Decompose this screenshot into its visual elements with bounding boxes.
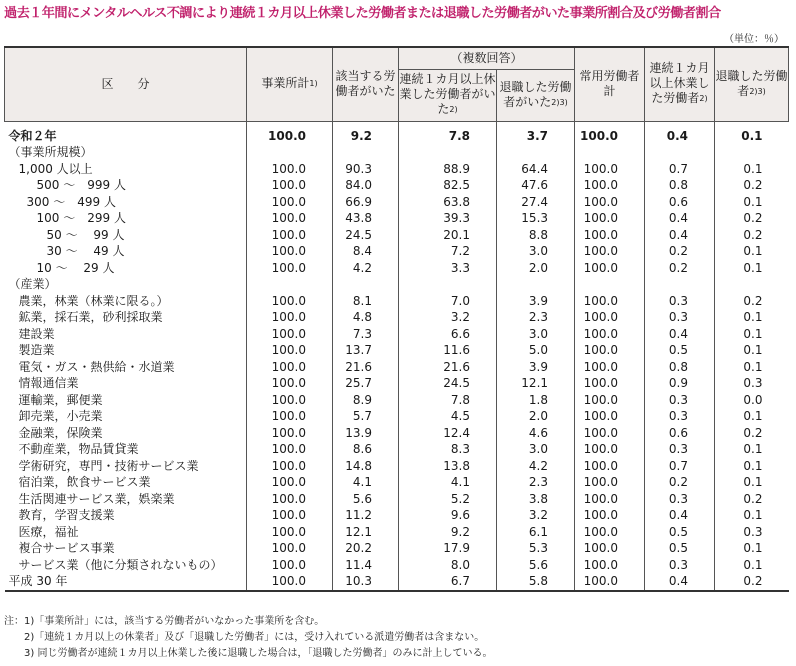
cell-value: 0.5 (645, 524, 715, 541)
cell-value: 5.6 (497, 557, 575, 574)
table-row (5, 507, 789, 524)
cell-value: 2.3 (497, 474, 575, 491)
row-label: 情報通信業 (18, 376, 79, 390)
cell-value: 84.0 (333, 177, 399, 194)
cell-value: 14.8 (333, 458, 399, 475)
cell-value: 0.4 (645, 573, 715, 591)
row-label: 建設業 (18, 326, 55, 341)
cell-value: 3.3 (399, 260, 497, 277)
cell-value: 100.0 (575, 210, 645, 227)
cell-value: 100.0 (575, 573, 645, 591)
cell-value: 0.5 (645, 342, 715, 359)
cell-value: 24.5 (333, 227, 399, 244)
cell-value: 3.2 (399, 309, 497, 326)
table-row (5, 161, 789, 178)
cell-value: 100.0 (247, 524, 333, 541)
cell-value: 8.3 (399, 441, 497, 458)
row-label: 100 ～ 299 人 (36, 211, 126, 225)
cell-value: 0.6 (645, 425, 715, 442)
row-label: 30 ～ 49 人 (46, 244, 125, 258)
row-label: 教育，学習支援業 (18, 508, 115, 522)
table-row (5, 177, 789, 194)
cell-value: 12.4 (399, 425, 497, 442)
cell-value: 0.2 (645, 260, 715, 277)
cell-value: 100.0 (575, 260, 645, 277)
cell-value (715, 276, 789, 293)
cell-value: 0.9 (645, 375, 715, 392)
cell-value: 0.3 (645, 491, 715, 508)
cell-value: 15.3 (497, 210, 575, 227)
cell-value (575, 276, 645, 293)
cell-value: 4.5 (399, 408, 497, 425)
table-row (5, 293, 789, 310)
cell-value: 0.2 (715, 425, 789, 442)
cell-value: 4.6 (497, 425, 575, 442)
row-label: 鉱業，採石業，砂利採取業 (18, 310, 163, 324)
cell-value: 100.0 (247, 491, 333, 508)
cell-value: 43.8 (333, 210, 399, 227)
cell-value: 0.1 (715, 326, 789, 343)
page-title: 過去１年間にメンタルヘルス不調により連続１カ月以上休業した労働者または退職した労働者がいた事業所割合及び労働者割合 (4, 6, 721, 21)
header-had-resigned: 退職した労働者がいた$^{2)3)}$ (497, 69, 575, 121)
cell-value: 0.1 (715, 507, 789, 524)
cell-value: 8.0 (399, 557, 497, 574)
cell-value: 0.0 (715, 392, 789, 409)
cell-value: 100.0 (247, 260, 333, 277)
row-label: 平成 30 年 (5, 573, 247, 591)
row-label: 50 ～ 99 人 (46, 227, 125, 242)
cell-value: 100.0 (575, 375, 645, 392)
cell-value: 100.0 (247, 210, 333, 227)
cell-value: 0.1 (715, 243, 789, 260)
cell-value: 0.2 (715, 293, 789, 310)
row-label: 10 ～ 29 人 (36, 260, 115, 275)
cell-value: 100.0 (247, 194, 333, 211)
cell-value (247, 144, 333, 161)
row-label: 電気・ガス・熱供給・水道業 (18, 359, 175, 374)
header-offices-total: 事業所計$^{1)}$ (247, 47, 333, 121)
cell-value: 20.1 (399, 227, 497, 244)
footnote: 2)「連続１カ月以上の休業者」及び「退職した労働者」には，受け入れている派遣労働者は含まない。 (4, 632, 485, 643)
cell-value: 25.7 (333, 375, 399, 392)
cell-value: 3.9 (497, 293, 575, 310)
cell-value: 0.2 (715, 573, 789, 591)
cell-value: 100.0 (247, 227, 333, 244)
cell-value: 0.3 (645, 392, 715, 409)
cell-value: 100.0 (247, 243, 333, 260)
cell-value: 66.9 (333, 194, 399, 211)
cell-value: 100.0 (247, 573, 333, 591)
cell-value: 1.8 (497, 392, 575, 409)
table-row (5, 227, 789, 244)
cell-value: 100.0 (575, 161, 645, 178)
row-label: 令和２年 (8, 128, 57, 143)
cell-value: 63.8 (399, 194, 497, 211)
header-regular-workers-total: 常用労働者計 (575, 47, 645, 121)
cell-value: 0.2 (645, 243, 715, 260)
cell-value: 7.3 (333, 326, 399, 343)
cell-value: 3.0 (497, 441, 575, 458)
cell-value (645, 144, 715, 161)
cell-value: 90.3 (333, 161, 399, 178)
header-leave-workers: 連続１カ月以上休業した労働者$^{2)}$ (645, 47, 715, 121)
table-row (5, 121, 789, 144)
cell-value: 0.3 (715, 375, 789, 392)
cell-value: 100.0 (247, 507, 333, 524)
cell-value: 0.3 (715, 524, 789, 541)
cell-value: 0.1 (715, 557, 789, 574)
cell-value: 100.0 (247, 326, 333, 343)
cell-value: 100.0 (247, 342, 333, 359)
cell-value: 13.7 (333, 342, 399, 359)
cell-value: 12.1 (497, 375, 575, 392)
statistics-table (4, 46, 789, 592)
cell-value: 3.9 (497, 359, 575, 376)
cell-value: 0.3 (645, 293, 715, 310)
table-row (5, 491, 789, 508)
cell-value: 3.8 (497, 491, 575, 508)
cell-value: 3.2 (497, 507, 575, 524)
cell-value: 0.1 (715, 359, 789, 376)
cell-value: 0.4 (645, 121, 715, 144)
cell-value: 0.2 (715, 177, 789, 194)
cell-value (399, 276, 497, 293)
header-had-workers: 該当する労働者がいた (333, 47, 399, 121)
cell-value: 100.0 (575, 342, 645, 359)
cell-value: 0.1 (715, 458, 789, 475)
cell-value: 0.4 (645, 507, 715, 524)
header-category: 区 分 (5, 47, 247, 121)
cell-value (333, 276, 399, 293)
cell-value: 100.0 (575, 491, 645, 508)
cell-value: 5.3 (497, 540, 575, 557)
cell-value: 0.7 (645, 458, 715, 475)
cell-value: 8.6 (333, 441, 399, 458)
cell-value: 0.8 (645, 177, 715, 194)
footnotes (4, 614, 492, 662)
row-label: 農業，林業（林業に限る。） (18, 293, 169, 308)
cell-value: 100.0 (575, 540, 645, 557)
cell-value: 4.8 (333, 309, 399, 326)
cell-value: 100.0 (247, 425, 333, 442)
row-label: 不動産業，物品賃貸業 (18, 442, 139, 456)
table-row (5, 144, 789, 161)
cell-value: 0.3 (645, 309, 715, 326)
cell-value: 0.2 (715, 491, 789, 508)
cell-value: 4.1 (333, 474, 399, 491)
cell-value: 13.9 (333, 425, 399, 442)
cell-value: 0.1 (715, 309, 789, 326)
cell-value: 5.2 (399, 491, 497, 508)
cell-value (497, 276, 575, 293)
cell-value: 100.0 (575, 425, 645, 442)
cell-value: 13.8 (399, 458, 497, 475)
cell-value: 100.0 (247, 557, 333, 574)
row-label: 宿泊業，飲食サービス業 (18, 475, 151, 489)
footnote: 注：1)「事業所計」には，該当する労働者がいなかった事業所を含む。 (4, 616, 325, 627)
cell-value: 24.5 (399, 375, 497, 392)
table-row (5, 557, 789, 574)
table-row (5, 260, 789, 277)
cell-value: 3.7 (497, 121, 575, 144)
row-label: 製造業 (18, 343, 55, 357)
cell-value: 0.7 (645, 161, 715, 178)
cell-value: 100.0 (247, 458, 333, 475)
cell-value: 100.0 (575, 557, 645, 574)
cell-value: 9.2 (333, 121, 399, 144)
cell-value: 0.1 (715, 260, 789, 277)
cell-value: 39.3 (399, 210, 497, 227)
row-label: 生活関連サービス業，娯楽業 (18, 491, 175, 506)
cell-value: 100.0 (575, 121, 645, 144)
cell-value: 7.8 (399, 121, 497, 144)
cell-value: 100.0 (575, 243, 645, 260)
table-row (5, 326, 789, 343)
cell-value: 0.1 (715, 474, 789, 491)
cell-value: 6.7 (399, 573, 497, 591)
cell-value: 6.6 (399, 326, 497, 343)
row-label: 学術研究，専門・技術サービス業 (18, 458, 199, 473)
table-row (5, 210, 789, 227)
table-row (5, 392, 789, 409)
cell-value: 100.0 (575, 474, 645, 491)
cell-value: 7.8 (399, 392, 497, 409)
row-label: 医療，福祉 (18, 524, 79, 539)
cell-value: 3.0 (497, 243, 575, 260)
cell-value: 100.0 (575, 408, 645, 425)
cell-value: 100.0 (247, 161, 333, 178)
cell-value: 100.0 (247, 177, 333, 194)
cell-value: 4.2 (333, 260, 399, 277)
header-had-leave: 連続１カ月以上休業した労働者がいた$^{2)}$ (399, 69, 497, 121)
cell-value: 100.0 (575, 507, 645, 524)
row-label: 1,000 人以上 (18, 161, 93, 176)
cell-value: 3.0 (497, 326, 575, 343)
cell-value: 100.0 (247, 441, 333, 458)
table-row (5, 194, 789, 211)
cell-value: 2.3 (497, 309, 575, 326)
cell-value: 0.2 (645, 474, 715, 491)
cell-value: 100.0 (247, 309, 333, 326)
cell-value: 21.6 (399, 359, 497, 376)
cell-value (399, 144, 497, 161)
table-row (5, 441, 789, 458)
cell-value: 100.0 (575, 194, 645, 211)
cell-value: 47.6 (497, 177, 575, 194)
cell-value: 9.2 (399, 524, 497, 541)
cell-value: 100.0 (575, 309, 645, 326)
cell-value: 10.3 (333, 573, 399, 591)
cell-value: 100.0 (575, 227, 645, 244)
cell-value: 6.1 (497, 524, 575, 541)
cell-value: 0.4 (645, 210, 715, 227)
table-row (5, 375, 789, 392)
table-row (5, 309, 789, 326)
cell-value: 20.2 (333, 540, 399, 557)
cell-value: 0.1 (715, 121, 789, 144)
table-row (5, 243, 789, 260)
cell-value: 8.9 (333, 392, 399, 409)
cell-value: 21.6 (333, 359, 399, 376)
cell-value: 11.4 (333, 557, 399, 574)
cell-value (497, 144, 575, 161)
cell-value: 11.2 (333, 507, 399, 524)
cell-value: 88.9 (399, 161, 497, 178)
header-resigned-workers: 退職した労働者$^{2)3)}$ (715, 47, 789, 121)
cell-value: 82.5 (399, 177, 497, 194)
cell-value: 27.4 (497, 194, 575, 211)
cell-value: 100.0 (247, 408, 333, 425)
cell-value: 0.1 (715, 161, 789, 178)
cell-value: 8.4 (333, 243, 399, 260)
row-label: 卸売業，小売業 (18, 409, 103, 423)
cell-value: 100.0 (247, 359, 333, 376)
table-body (5, 121, 789, 591)
cell-value: 0.1 (715, 540, 789, 557)
cell-value: 0.2 (715, 210, 789, 227)
cell-value: 12.1 (333, 524, 399, 541)
cell-value: 100.0 (575, 458, 645, 475)
table-row (5, 342, 789, 359)
cell-value: 0.1 (715, 408, 789, 425)
cell-value: 0.4 (645, 326, 715, 343)
cell-value: 4.1 (399, 474, 497, 491)
cell-value (333, 144, 399, 161)
cell-value: 0.1 (715, 194, 789, 211)
cell-value: 100.0 (575, 524, 645, 541)
cell-value: 9.6 (399, 507, 497, 524)
cell-value: 100.0 (575, 293, 645, 310)
cell-value: 17.9 (399, 540, 497, 557)
cell-value (715, 144, 789, 161)
table-row (5, 425, 789, 442)
cell-value: 0.3 (645, 408, 715, 425)
cell-value: 0.1 (715, 342, 789, 359)
unit-label: （単位：％） (724, 34, 784, 45)
cell-value: 0.4 (645, 227, 715, 244)
cell-value: 7.2 (399, 243, 497, 260)
table-row (5, 458, 789, 475)
cell-value: 100.0 (247, 474, 333, 491)
cell-value: 7.0 (399, 293, 497, 310)
row-label: 金融業，保険業 (18, 425, 103, 440)
cell-value: 5.8 (497, 573, 575, 591)
row-label: サービス業（他に分類されないもの） (18, 557, 223, 572)
cell-value: 0.2 (715, 227, 789, 244)
table-row (5, 474, 789, 491)
header-multiple-answers: （複数回答） (399, 47, 575, 69)
table-row (5, 540, 789, 557)
cell-value: 0.6 (645, 194, 715, 211)
cell-value: 0.8 (645, 359, 715, 376)
cell-value: 8.8 (497, 227, 575, 244)
cell-value: 100.0 (575, 359, 645, 376)
row-label: 複合サービス事業 (18, 541, 115, 555)
row-label: （事業所規模） (8, 145, 93, 159)
cell-value: 100.0 (247, 392, 333, 409)
cell-value (575, 144, 645, 161)
cell-value: 8.1 (333, 293, 399, 310)
cell-value: 0.3 (645, 441, 715, 458)
cell-value: 100.0 (575, 392, 645, 409)
footnote: 3) 同じ労働者が連続１カ月以上休業した後に退職した場合は，「退職した労働者」のみに計上している。 (4, 648, 493, 659)
cell-value (247, 276, 333, 293)
cell-value: 2.0 (497, 408, 575, 425)
cell-value: 11.6 (399, 342, 497, 359)
row-label: 運輸業，郵便業 (18, 392, 103, 407)
cell-value: 100.0 (575, 177, 645, 194)
cell-value: 5.7 (333, 408, 399, 425)
table-row (5, 573, 789, 591)
table-row (5, 359, 789, 376)
cell-value: 0.3 (645, 557, 715, 574)
table-row (5, 408, 789, 425)
cell-value: 0.5 (645, 540, 715, 557)
cell-value: 5.6 (333, 491, 399, 508)
cell-value: 100.0 (247, 293, 333, 310)
cell-value: 100.0 (247, 375, 333, 392)
cell-value: 0.1 (715, 441, 789, 458)
table-row (5, 524, 789, 541)
row-label: 300 ～ 499 人 (26, 194, 116, 209)
cell-value: 2.0 (497, 260, 575, 277)
cell-value: 4.2 (497, 458, 575, 475)
cell-value (645, 276, 715, 293)
cell-value: 100.0 (247, 540, 333, 557)
cell-value: 100.0 (575, 326, 645, 343)
cell-value: 64.4 (497, 161, 575, 178)
row-label: （産業） (8, 277, 57, 291)
cell-value: 100.0 (247, 121, 333, 144)
table-row (5, 276, 789, 293)
cell-value: 100.0 (575, 441, 645, 458)
cell-value: 5.0 (497, 342, 575, 359)
row-label: 500 ～ 999 人 (36, 178, 126, 192)
